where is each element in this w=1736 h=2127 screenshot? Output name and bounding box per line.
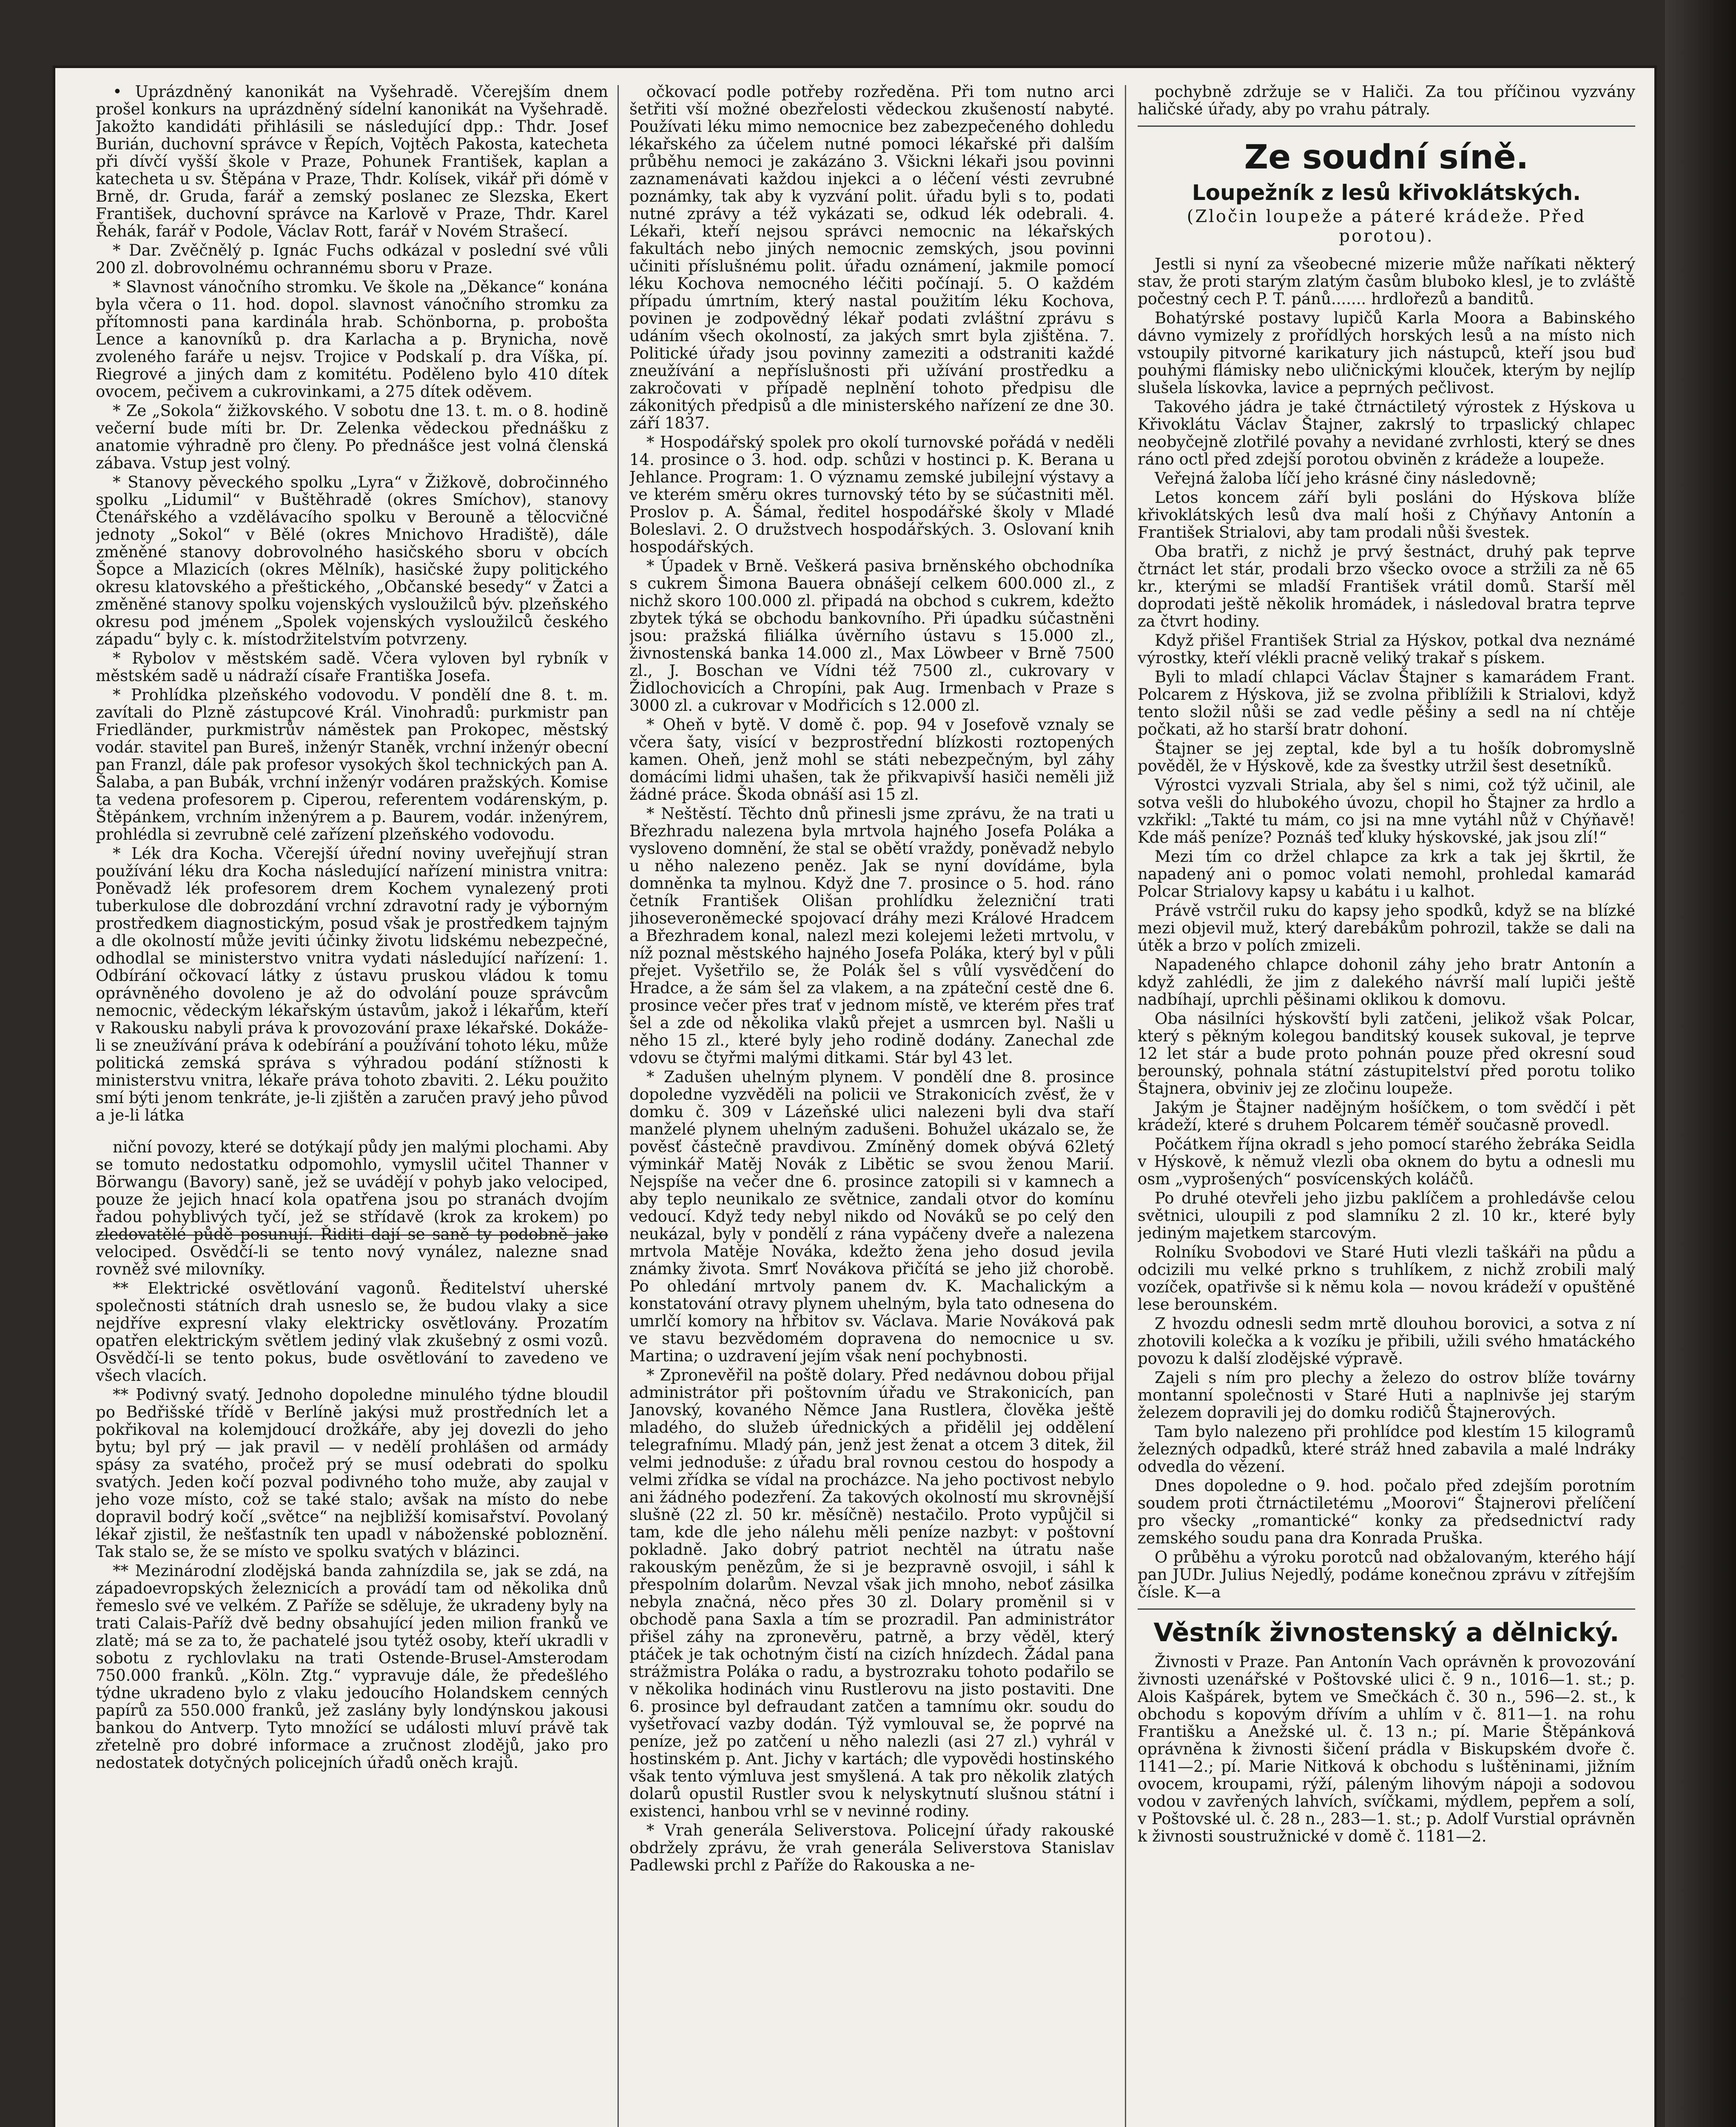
article-paragraph: * Oheň v bytě. V domě č. pop. 94 v Josefově vznaly se včera šaty, visící v bezprostřední blízkosti roztopených kamen. Oheň, jenž mohl se státi nebezpečným, byl záhy domácími lidmi uhašen, tak že přikvapivší hasiči neměli již žádné práce. Škoda obnáší asi 15 zl. [629,716,1114,804]
article-headline: Loupežník z lesů křivoklátských. [1192,180,1581,205]
newspaper-page [55,68,1654,2127]
article-paragraph: Z hvozdu odnesli sedm mrtě dlouhou borovici, a sotva z ní zhotovili kolečka a k vozíku je přibili, užili svého hmatáckého povozu k další zlodějské výpravě. [1138,1314,1635,1368]
article-paragraph: Štajner se jej zeptal, kde byl a tu hošík dobromyslně pověděl, že v Hýskově, kde za švestky utržil šest desetníků. [1138,739,1635,775]
article-paragraph: * Lék dra Kocha. Včerejší úřední noviny uveřejňují stran používání léku dra Kocha následující nařízení ministra vnitra: Poněvadž lék profesorem drem Kochem vynalezený proti tuberkulose dle dobrozdání vrchní zdravotní rady je výborným prostředkem diagnostickým, posud však je prostředkem tajným a dle okolností může jeviti účinky životu lidskému nebezpečné, odhodlal se ministerstvo vnitra vydati následující nařízení: 1. Odbírání očkovací látky z ústavu pruskou vládou k tomu oprávněného dovoleno je až do odvolání pouze správcům nemocnic, vědeckým lékařským ústavům, jakož i lékařům, kteří v Rakousku nabyli práva k provozování praxe lékařské. Dokáže-li se zneužívání práva k odebírání a používání tohoto léku, může politická zemská správa s výhradou podání stížnosti k ministerstvu vnitra, lékaře práva tohoto zbaviti. 2. Léku použito smí býti jenom tenkráte, je-li zjištěn a zaručen pravý jeho původ a je-li látka [96,844,608,1124]
article-paragraph: * Prohlídka plzeňského vodovodu. V pondělí dne 8. t. m. zavítali do Plzně zástupcové Král. Vinohradů: purkmistr pan Friedländer, purkmistrův náměstek pan Prokopec, městský vodár. stavitel pan Bureš, inženýr Staněk, vrchní inženýr obecní pan Franzl, dále pak profesor vysokých škol technických pan A. Šalaba, a pan Bubák, vrchní inženýr vodáren pražských. Komise ta vedena profesorem p. Ciperou, referentem vodárenským, p. Štěpánkem, vrchním inženýrem a p. Baurem, vodár. inženýrem, prohlédla si zevrubně celé zařízení plzeňského vodovodu. [96,686,608,844]
article-paragraph: Jakým je Štajner nadějným hošíčkem, o tom svědčí i pět krádeží, které s druhem Polcarem téměř současně provedl. [1138,1098,1635,1134]
article-paragraph: Jestli si nyní za všeobecné mizerie může naříkati některý stav, že proti starým zlatým časům bluboko klesl, je to zvláště počestný cech P. T. pánů....... hrdlořezů a banditů. [1138,255,1635,308]
article-paragraph: Oba bratři, z nichž je prvý šestnáct, druhý pak teprve čtrnáct let stár, prodali brzo všecko ovoce a stržili za ně 65 kr., kterými se mladší František vrátil domů. Starší měl doprodati ještě několik hromádek, i následoval bratra teprve za čtvrt hodiny. [1138,542,1635,630]
article-paragraph: * Zpronevěřil na poště dolary. Před nedávnou dobou přijal administrátor při poštovním úřadu ve Strakonicích, pan Janovský, kovaného Němce Jana Rustlera, člověka ještě mladého, do služeb úřednických a přidělil jej oddělení telegrafnímu. Mladý pán, jenž jest ženat a otcem 3 ditek, žil velmi jednoduše: z úřadu bral rovnou cestou do hospody a velmi zřídka se vídal na procházce. Na jeho poctivost nebylo ani žádného podezření. Za takových okolností mu skrovnější slušně (22 zl. 50 kr. měsíčně) nestačilo. Proto vypůjčil si tam, kde dle jeho nálehu měli peníze nazbyt: v poštovní pokladně. Jako dobrý patriot nechtěl na útratu naše rakouským penězům, že si je bezpravně osvojil, i sáhl k přespolním dolarům. Nevzal však jich mnoho, neboť zásilka nebyla značná, něco přes 30 zl. Dolary proměnil si v obchodě pana Saxla a tím se prozradil. Pan administrátor přišel záhy na zpronevěru, patrně, a brzy věděl, který ptáček je tak ochotným čistí na cizích hnízdech. Žádal pana strážmistra Poláka o radu, a bystrozraku tohoto podařilo se v několika hodinách vinu Rustlerovu na jisto postaviti. Dne 6. prosince byl defraudant zatčen a tamnímu okr. soudu do vyšetřovací vazby dodán. Týž vymlouval se, že poprvé na peníze, jež po zatčení u něho nalezli (asi 27 zl.) vyhrál v hostinském p. Ant. Jichy v kartách; dle vypovědi hostinského však tento výmluva jest smyšlená. A tak pro několik zlatých dolarů opustil Rustler svou k nelyskytnutí slušnou státní i existenci, hanbou vrhl se v nevinné rodiny. [629,1366,1114,1820]
article-paragraph: * Stanovy pěveckého spolku „Lyra“ v Žižkově, dobročinného spolku „Lidumil“ v Buštěhradě (okres Smíchov), stanovy Čtenářského a vzdělávacího spolku v Berouně a tělocvičné jednoty „Sokol“ v Bělé (okres Mnichovo Hradiště), dále změněné stanovy dobrovolného hasičského sboru v obcích Šopce a Mlazicích (okres Mělník), hasičské župy politického okresu klatovského a přeštického, „Občanské besedy“ v Žatci a změněné stanovy spolku vojenských vysloužilců býv. plzeňského okresu pod jménem „Spolek vojenských vysloužilců českého západu“ byly c. k. místodržitelstvím potvrzeny. [96,473,608,648]
article-paragraph: Právě vstrčil ruku do kapsy jeho spodků, když se na blízké mezi objevil muž, který darebákům pohrozil, takže se dali na útěk a brzo v polích zmizeli. [1138,901,1635,955]
article-paragraph: Když přišel František Strial za Hýskov, potkal dva neznámé výrostky, kteří vlékli pracně veliký trakař s pískem. [1138,631,1635,667]
article-paragraph: * Ze „Sokola“ žižkovského. V sobotu dne 13. t. m. o 8. hodině večerní bude míti br. Dr. Zelenka vědeckou přednášku z anatomie výhradně pro členy. Po přednášce jest volná členská zábava. Vstup jest volný. [96,402,608,472]
article-paragraph: * Dar. Zvěčnělý p. Ignác Fuchs odkázal v poslední své vůli 200 zl. dobrovolnému ochrannému sboru v Praze. [96,241,608,277]
article-paragraph: ** Elektrické osvětlování vagonů. Ředitelství uherské společnosti státních drah usneslo se, že budou vlaky a sice nejdříve expresní vlaky elektricky osvětlovány. Prozatím opatřen elektrickým světlem jediný vlak zkušebný z osmi vozů. Osvědčí-li se tento pokus, bude osvětlování to zavedeno ve všech vlacích. [96,1279,608,1385]
article-paragraph: Napadeného chlapce dohonil záhy jeho bratr Antonín a když zahlédli, že jim z dalekého návrší malí lupiči ještě nadbíhají, uprchli pěšinami oklikou k domovu. [1138,955,1635,1009]
column-1 [96,83,608,2127]
article-paragraph: Takového jádra je také čtrnáctiletý výrostek z Hýskova u Křivoklátu Václav Štajner, zakrslý to trpaslický chlapec neobyčejně zlotřilé povahy a nevidané zvrhlosti, který se dnes ráno octl před zdejší porotou obviněn z krádeže a loupeže. [1138,398,1635,468]
article-paragraph: Po druhé otevřeli jeho jizbu paklíčem a prohledávše celou světnici, uloupili z pod slamníku 2 zl. 10 kr., které byly jediným majetkem starcovým. [1138,1189,1635,1242]
article-paragraph: * Úpadek v Brně. Veškerá pasiva brněnského obchodníka s cukrem Šimona Bauera obnášejí celkem 600.000 zl., z nichž skoro 100.000 zl. připadá na obchod s cukrem, kdežto zbytek týká se obchodu bankovního. Při úpadku súčastněni jsou: pražská filiálka úvěrního ústavu s 15.000 zl., živnostenská banka 14.000 zl., Max Löwbeer v Brně 7500 zl., J. Boschan ve Vídni též 7500 zl., cukrovary v Židlochovicích a Chropíni, pak Aug. Irmenbach v Praze s 3000 zl. a cukrovar v Modřicích s 12.000 zl. [629,557,1114,715]
article-paragraph: * Rybolov v městském sadě. Včera vyloven byl rybník v městském sadě u nádraží císaře Františka Josefa. [96,649,608,685]
column-2 [629,83,1114,2127]
section-divider [1138,1608,1635,1610]
article-paragraph: Dnes dopoledne o 9. hod. počalo před zdejším porotním soudem proti čtrnáctiletému „Moorovi“ Štajnerovi přelíčení pro všecky „romantické“ konky za předsednictví rady zemského soudu pana dra Konrada Pruška. [1138,1477,1635,1547]
article-paragraph: * Neštěstí. Těchto dnů přinesli jsme zprávu, že na trati u Březhradu nalezena byla mrtvola hajného Josefa Poláka a vysloveno domnění, že stal se obětí vraždy, poněvadž nebylo u něho nalezeno peněz. Jak se nyní dovídáme, byla domněnka ta mylnou. Když dne 7. prosince o 5. hod. ráno četník František Olišan prohlídku železniční trati jihoseveroněmecké spojovací dráhy mezi Králové Hradcem a Březhradem konal, nalezl mezi kolejemi ležeti mrtvolu, v níž poznal městského hajného Josefa Poláka, který byl v půli přejet. Vyšetřilo se, že Polák šel s vůlí vysvědčení do Hradce, a že sám šel za vlakem, a na zpáteční cestě dne 6. prosince večer přes trať v jednom místě, ve kterém přes trať šel a zde od několika vlaků přejet a usmrcen byl. Našli u něho 15 zl., které byly jeho rodině dodány. Zanechal zde vdovu se čtyřmi malými ditkami. Stár byl 43 let. [629,804,1114,1067]
article-paragraph: Tam bylo nalezeno při prohlídce pod klestím 15 kilogramů železných odpadků, které stráž hned zabavila a malé lndráky odvedla do vězení. [1138,1423,1635,1476]
article-paragraph: očkovací podle potřeby rozředěna. Při tom nutno arci šetřiti vší možné obezřelosti vědeckou zkušeností nabyté. Používati léku mimo nemocnice bez zabezpečeného dohledu lékařského za účelem nutné pomoci lékařské při dalším průběhu nemoci je zakázáno 3. Všickni lékaři jsou povinni zaznamenávati každou injekci a o léčení vésti zevrubné poznámky, tak aby k vyzvání polit. úřadu byli s to, podati nutné zprávy a též vykázati se, odkud lék odebrali. 4. Lékaři, kteří nejsou správci nemocnic na lékařských fakultách nebo jiných nemocnic zemských, jsou povinni učiniti příslušnému polit. úřadu oznámení, jakmile pomocí léku Kochova nemocného léčiti počínají. 5. O každém případu úmrtním, který nastal použitím léku Kochova, povinen je zodpovědný lékař podati zvláštní zprávu s udáním všech okolností, za jakých smrt byla zjištěna. 7. Politické úřady jsou povinny zameziti a odstraniti každé zneužívání a nepříslušnosti při užívání prostředku a zakročovati v případě neplnění tohoto předpisu dle zákonitých předpisů a dle ministerského nařízení ze dne 30. září 1837. [629,83,1114,432]
article-paragraph: Výrostci vyzvali Striala, aby šel s nimi, což týž učinil, ale sotva vešli do hlubokého úvozu, chopil ho Štajner za hrdlo a vzkřikl: „Takté tu mám, co jsi na mne vytáhl nůž v Chýňavě! Kde máš peníze? Poznáš teď kluky hýskovské, jak jsou zlí!“ [1138,776,1635,847]
article-paragraph: Oba násilníci hýskovští byli zatčeni, jelikož však Polcar, který s pěkným kolegou banditský kousek sukoval, je teprve 12 let stár a bude proto pohnán pouze před okresní soud berounský, pohnala státní zástupitelství před porotu toliko Štajnera, obviniv jej ze zločinu loupeže. [1138,1009,1635,1098]
article-paragraph: O průběhu a výroku porotců nad obžalovaným, kterého hájí pan JUDr. Julius Nejedlý, podáme konečnou zprávu v zítřejším čísle. K—a [1138,1548,1635,1601]
article-paragraph: * Zadušen uhelným plynem. V pondělí dne 8. prosince dopoledne vyzvěděli na policii ve Strakonicích zvěsť, že v domku č. 309 v Lázeňské ulici nalezeni byli dva staří manželé plynem uhelným zadušeni. Bohužel ukázalo se, že pověsť částečně pravdivou. Zmíněný domek obývá 62letý výminkář Matěj Novák z Libětic se svou ženou Marií. Nejspíše na večer dne 6. prosince zatopili si v kamnech a aby teplo neunikalo ze světnice, zandali otvor do komínu vedoucí. Když tedy nebyl nikdo od Nováků se po celý den neukázal, byly v pondělí z rána vypáčeny dveře a nalezena mrtvola Matěje Nováka, kdežto žena jeho dosud jevila známky života. Smrť Novákova přičítá se jeho již chorobě. Po ohledání mrtvoly panem dv. K. Machalickým a konstatování otravy plynem uhelným, byla tato odnesena do umrlčí komory na hřbitov sv. Václava. Marie Nováková pak ve stavu bezvědomém dopravena do nemocnice u sv. Martina; o uzdravení jejím však není pochybnosti. [629,1068,1114,1365]
article-paragraph: ** Mezinárodní zlodějská banda zahnízdila se, jak se zdá, na západoevropských železnicích a provádí tam od několika dnů řemeslo své ve velkém. Z Paříže se sděluje, že ukradeny byly na trati Calais-Paříž dvě bedny obsahující jeden milion franků ve zlatě; má se za to, že pachatelé jsou tytéž osoby, kteří ukradli v sobotu z rychlovlaku na trati Ostende-Brusel-Amsterodam 750.000 franků. „Köln. Ztg.“ vypravuje dále, že předešlého týdne ukradeno bylo z vlaku jedoucího Holandskem cenných papírů za 550.000 franků, jež zaslány byly londýnskou jakousi bankou do Antverp. Tyto množící se události mluví právě tak zřetelně pro dobré informace a zručnost zlodějů, jako pro nedostatek dotyčných policejních úřadů oněch krajů. [96,1562,608,1772]
section-heading-court: Ze soudní síně. [1244,138,1529,177]
article-subheadline: (Zločin loupeže a páteré krádeže. Před porotou). [1187,207,1586,246]
article-paragraph: Bohatýrské postavy lupičů Karla Moora a Babinského dávno vymizely z prořídlých horských lesů a na místo nich vstoupily pitvorné karikatury jich nástupců, kteří jsou buď pouhými flámisky nebo uličnickými klouček, kterým by nejlíp slušela lískovka, lavice a peprných pečlivost. [1138,309,1635,397]
article-paragraph: niční povozy, které se dotýkají půdy jen malými plochami. Aby se tomuto nedostatku odpomohlo, vymyslil učitel Thanner v Börwangu (Bavory) saně, jež se uvádějí v pohyb jako velociped, pouze že jejich hnací kola opatřena jsou po stranách dvojím řadou pohyblivých tyčí, jež se střídavě (krok za krokem) po zledovatělé půdě posunují. Řiditi dají se saně ty podobně jako velociped. Osvědčí-li se tento nový vynález, nalezne snad rovněž své milovníky. [96,1138,608,1278]
column-rule-left [618,85,619,2127]
book-spine-edge [1665,0,1736,2127]
section-heading-trade: Věstník živnostenský a dělnický. [1153,1618,1619,1648]
article-paragraph: Rolníku Svobodovi ve Staré Huti vlezli taškáři na půdu a odcizili mu velké prkno s truhlíkem, z nichž zrobili malý vozíček, opatřivše si k němu kola — novou krádeží v opuštěné lese berounském. [1138,1243,1635,1314]
article-paragraph: Veřejná žaloba líčí jeho krásné činy následovně; [1155,469,1537,488]
article-paragraph: * Hospodářský spolek pro okolí turnovské pořádá v neděli 14. prosince o 3. hod. odp. schůzi v hostinci p. K. Berana u Jehlance. Program: 1. O významu zemské jubilejní výstavy a ve kterém směru okres turnovský této by se súčastniti měl. Proslov p. A. Šámal, ředitel hospodářské školy v Mladé Boleslavi. 2. O družstvech hospodářských. 3. Oslovaní knih hospodářských. [629,433,1114,556]
article-paragraph: Letos koncem září byli posláni do Hýskova blíže křivoklátských lesů dva malí hoši z Chýňavy Antonín a František Strialovi, aby tam prodali nůši švestek. [1138,488,1635,542]
article-paragraph: ** Podivný svatý. Jednoho dopoledne minulého týdne bloudil po Bedřišské třídě v Berlíně jakýsi muž prostředních let a pokřikoval na kolemjdoucí drožkáře, aby jej dovezli do jeho bytu; byl prý — jak pravil — v nedělí prohlášen od armády spásy za svatého, pročež prý se musí odebrati do spolku svatých. Jeden kočí pozval podivného toho muže, aby zaujal v jeho voze místo, což se také stalo; avšak na místo do nebe dopravil bodrý kočí „světce“ na nejbližší komisařství. Povolaný lékař zjistil, že nešťastník ten upadl v náboženské pobloznění. Tak stalo se, že se místo ve spolku svatých v blázinci. [96,1386,608,1561]
article-paragraph: Živnosti v Praze. Pan Antonín Vach oprávněn k provozování živnosti uzenářské v Poštovské ulici č. 9 n., 1016—1. st.; p. Alois Kašpárek, bytem ve Smečkách č. 30 n., 596—2. st., k obchodu s kopovým dřívím a uhlím v č. 811—1. na rohu Františku a Anežské ul. č. 13 n.; pí. Marie Štěpánková oprávněna k živnosti šičení prádla v Biskupském dvoře č. 1141—2.; pí. Marie Nitková k obchodu s luštěninami, jižním ovocem, kroupami, rýží, páleným lihovým nápoji a sodovou vodou v zavřených lahvích, svíčkami, mýdlem, pepřem a solí, v Poštovské ul. č. 28 n., 283—1. st.; p. Adolf Vurstial oprávněn k živnosti soustružnické v domě č. 1181—2. [1138,1653,1635,1845]
article-paragraph: Mezi tím co držel chlapce za krk a tak jej škrtil, že napadený ani o pomoc volati nemohl, prohledal kamarád Polcar Strialovy kapsy u kabátu i u kalhot. [1138,847,1635,901]
article-paragraph: * Vrah generála Seliverstova. Policejní úřady rakouské obdržely zprávu, že vrah generála Seliverstova Stanislav Padlewski prchl z Paříže do Rakouska a ne- [629,1821,1114,1874]
section-divider [1138,125,1635,127]
column-rule-right [1125,85,1126,2127]
article-paragraph: pochybně zdržuje se v Haliči. Za tou příčinou vyzvány haličské úřady, aby po vrahu pátraly. [1138,83,1635,118]
article-paragraph: • Uprázdněný kanonikát na Vyšehradě. Včerejším dnem prošel konkurs na uprázdněný sídelní kanonikát na Vyšehradě. Jakožto kandidáti přihlásili se následující dpp.: Thdr. Josef Burián, duchovní správce v Řepích, Vojtěch Pakosta, katecheta při dívčí vyšší škole v Praze, Pohunek František, kaplan a katecheta u sv. Štěpána v Praze, Thdr. Kolísek, vikář při dómě v Brně, dr. Gruda, farář a zemský poslanec ze Slezska, Ekert František, duchovní správce na Karlově v Praze, Thdr. Karel Řehák, farář v Podole, Václav Rott, farář v Novém Strašecí. [96,83,608,240]
article-paragraph: Byli to mladí chlapci Václav Štajner s kamarádem Frant. Polcarem z Hýskova, již se zvolna přiblížili k Strialovi, když tento složil nůši se zad vedle pěšiny a sedl na ní chtěje počkati, až ho starší bratr dohoní. [1138,668,1635,738]
article-paragraph: Počátkem října okradl s jeho pomocí starého žebráka Seidla v Hýskově, k němuž vlezli oba oknem do bytu a odnesli mu osm „vyprošených“ posvícenských koláčů. [1138,1135,1635,1188]
article-paragraph: Zajeli s ním pro plechy a železo do ostrov blíže továrny montanní společnosti v Staré Huti a naplnivše jej starým železem dopravili jej do domku rodičů Štajnerových. [1138,1369,1635,1422]
column-3 [1138,83,1635,2127]
article-paragraph: * Slavnost vánočního stromku. Ve škole na „Děkance“ konána byla včera o 11. hod. dopol. slavnost vánočního stromku za přítomnosti pana kardinála hrab. Schönborna, p. proboštа Lence a kanovníků p. dra Karlacha a p. Brynicha, nově zvoleného faráře u nejsv. Trojice v Podskalí p. dra Víška, pí. Riegrové a jiných dam z komitétu. Poděleno bylo 410 dítek ovocem, pečivem a cukrovinkami, a 275 dítek oděvem. [96,278,608,401]
